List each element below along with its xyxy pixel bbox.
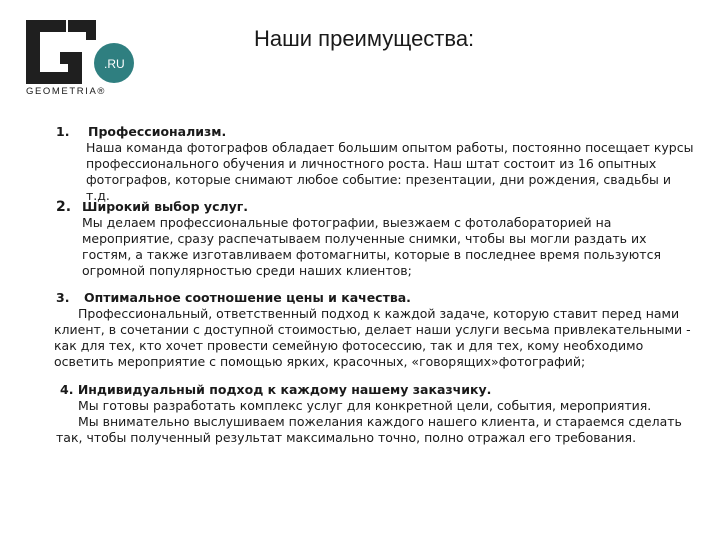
section-line: клиент, в сочетании с доступной стоимостью, делает наши услуги весьма привлекательными - — [54, 322, 691, 337]
section-line: фотографов, которые снимают любое событие: презентации, дни рождения, свадьбы и т.д. — [86, 172, 672, 203]
section-heading: Профессионализм. — [88, 124, 227, 139]
section-line: как для тех, кто хочет провести семейную фотосессию, так и для тех, кому необходимо — [54, 338, 644, 353]
section-4 — [56, 382, 706, 446]
section-line: Мы делаем профессиональные фотографии, выезжаем с фотолабораторией на — [82, 215, 612, 230]
section-number: 2. — [56, 199, 72, 215]
section-line: гостям, а также изготавливаем фотомагниты, которые в последнее время пользуются — [82, 247, 661, 262]
section-heading: Индивидуальный подход к каждому нашему заказчику. — [77, 382, 492, 397]
section-2 — [56, 199, 696, 279]
section-line: Мы внимательно выслушиваем пожелания каждого нашего клиента, и стараемся сделать — [78, 414, 682, 429]
section-heading-row — [60, 382, 706, 398]
slide-title: Наши преимущества: — [254, 26, 475, 51]
section-line: Мы готовы разработать комплекс услуг для конкретной цели, события, мероприятия. — [78, 398, 652, 413]
section-number: 4. — [60, 382, 74, 397]
section-line: огромной популярностью среди наших клиентов; — [82, 263, 412, 278]
section-line: так, чтобы полученный результат максимально точно, полно отражал его требования. — [56, 430, 637, 445]
section-heading: Оптимальное соотношение цены и качества. — [84, 290, 411, 305]
section-line: профессионального обучения и личностного роста. Наш штат состоит из 16 опытных — [86, 156, 657, 171]
logo-g-top — [68, 20, 96, 40]
section-line: осветить мероприятие с помощью ярких, красочных, «говорящих»фотографий; — [54, 354, 586, 369]
logo-wordmark: GEOMETRIA® — [26, 86, 107, 97]
section-number: 3. — [56, 290, 70, 305]
logo-domain: .RU — [104, 57, 125, 71]
section-line: мероприятие, сразу распечатываем полученные снимки, чтобы вы могли раздать их — [82, 231, 647, 246]
section-1 — [56, 124, 696, 204]
section-3 — [56, 290, 706, 370]
section-heading: Широкий выбор услуг. — [82, 199, 249, 214]
section-line: Профессиональный, ответственный подход к каждой задаче, которую ставит перед нами — [78, 306, 680, 321]
section-line: Наша команда фотографов обладает большим опытом работы, постоянно посещает курсы — [86, 140, 694, 155]
section-number: 1. — [56, 124, 70, 139]
